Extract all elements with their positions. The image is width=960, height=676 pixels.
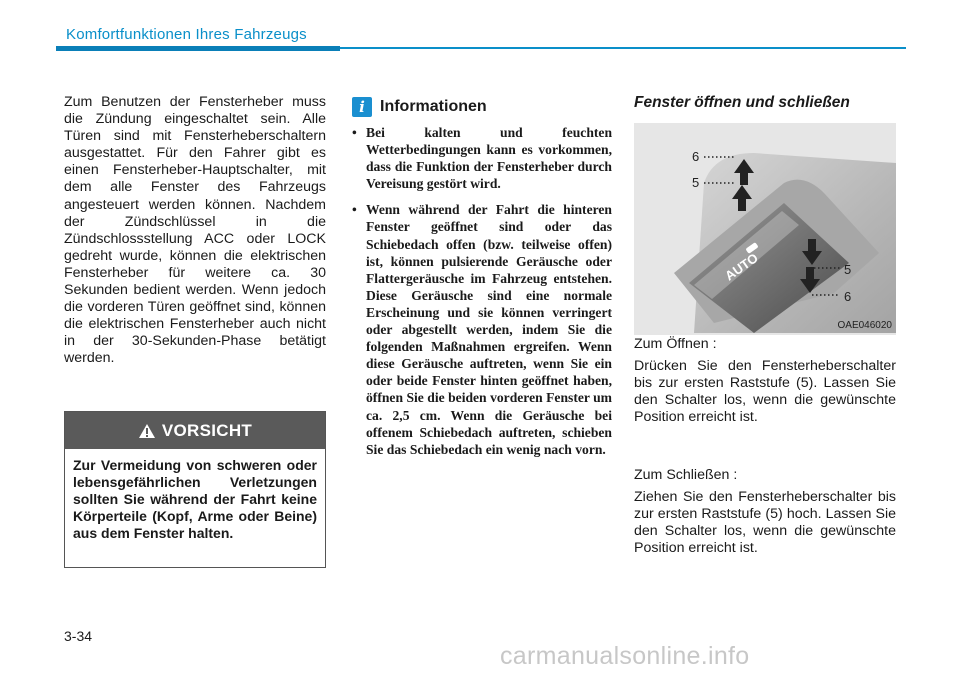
label-5-top: 5 (692, 175, 700, 190)
caution-header (65, 412, 325, 449)
window-switch-figure (634, 123, 896, 335)
label-5-bottom: 5 (844, 262, 852, 277)
header-bar (56, 46, 340, 51)
label-6-top: 6 (692, 149, 700, 164)
info-title: Informationen (380, 98, 487, 115)
close-text: Ziehen Sie den Fensterheberschalter bis zur ersten Raststufe (5) hoch. Lassen Sie den Schalter los, wenn die gewünschte Position erreicht ist. (634, 489, 896, 557)
open-heading: Zum Öffnen : (634, 336, 717, 352)
window-switch-illustration (634, 123, 896, 335)
intro-paragraph: Zum Benutzen der Fensterheber muss die Zündung eingeschaltet sein. Alle Türen sind mit Fensterheberschaltern ausgestattet. Für den Fahrer gibt es einen Fensterheber-Hauptschalter, mit dem alle Fenster des Fahrzeugs angesteuert werden können. Nachdem der Zündschlüssel in die Zündschlossstellung ACC oder LOCK gedreht wurde, können die elektrischen Fensterheber für weitere ca. 30 Sekunden bedient werden. Wenn jedoch die vorderen Türen geöffnet sind, können die elektrischen Fensterheber auch nicht in der 30-Sekunden-Phase betätigt werden. (64, 94, 326, 367)
open-text: Drücken Sie den Fensterheberschalter bis zur ersten Raststufe (5). Lassen Sie den Schalter los, wenn die gewünschte Position erreicht ist. (634, 358, 896, 426)
info-item: • Wenn während der Fahrt die hinteren Fenster geöffnet sind oder das Schiebedach offen (bzw. teilweise offen) ist, können pulsierende Geräusche oder Flattergeräusche im Fahrzeug entstehen. Diese Geräusche sind eine normale Erscheinung und sie können verringert oder abgestellt werden, indem Sie die folgenden Maßnahmen ergreifen. Wenn diese Geräusche auftreten, wenn Sie ein oder beide Fenster hinten geöffnet haben, öffnen Sie die beiden vorderen Fenster um ca. 2,5 cm. Wenn die Geräusche bei offenem Schiebedach auftreten, schieben Sie das Schiebedach ein wenig nach vorn. (352, 201, 612, 457)
info-icon: i (352, 97, 372, 117)
info-list (352, 124, 612, 458)
info-item: • Bei kalten und feuchten Wetterbedingungen kann es vorkommen, dass die Funktion der Fensterheber durch Vereisung gestört wird. (352, 124, 612, 192)
warning-triangle-icon (138, 423, 156, 439)
label-6-bottom: 6 (844, 289, 852, 304)
close-heading: Zum Schließen : (634, 467, 738, 483)
page-number: 3-34 (64, 628, 93, 644)
caution-title: VORSICHT (161, 420, 253, 440)
figure-code: OAE046020 (837, 320, 892, 331)
caution-text: Zur Vermeidung von schweren oder lebensgefährlichen Verletzungen sollten Sie während der Fahrt keine Körperteile (Kopf, Arme oder Beine) aus dem Fenster halten. (73, 457, 317, 541)
switch-auto-label: AUTO (722, 250, 761, 284)
caution-box (64, 411, 326, 568)
section-title: Fenster öffnen und schließen (634, 94, 850, 111)
page-header-title: Komfortfunktionen Ihres Fahrzeugs (66, 26, 307, 43)
header-rule (340, 47, 906, 49)
watermark: carmanualsonline.info (500, 642, 750, 670)
info-header (352, 97, 487, 117)
